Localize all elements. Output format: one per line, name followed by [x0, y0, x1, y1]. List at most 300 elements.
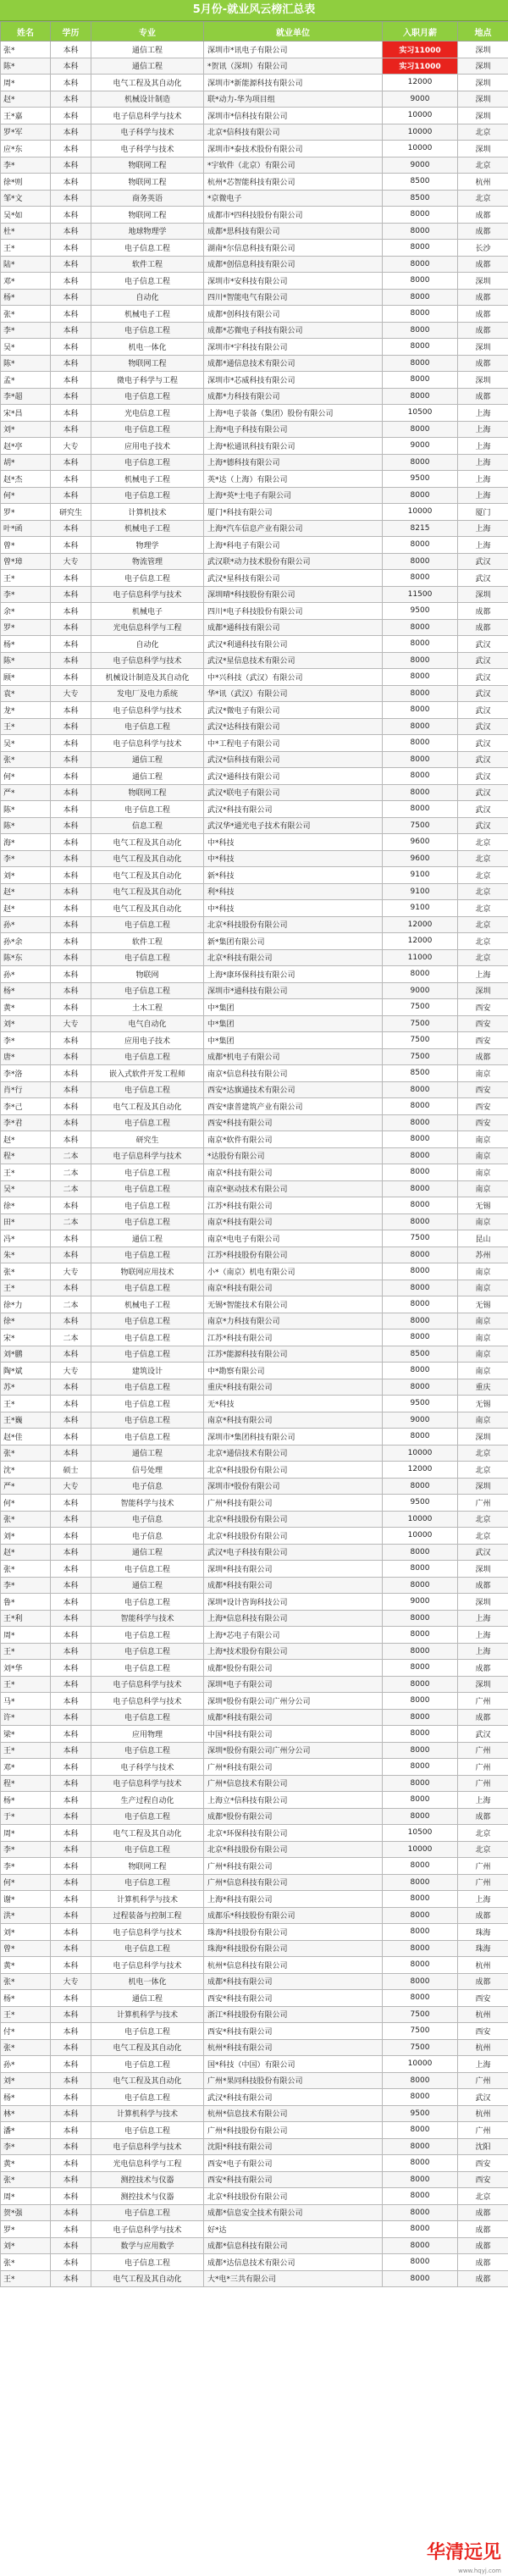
cell-education[interactable]: 本科 — [51, 322, 91, 339]
table-row[interactable] — [1, 75, 508, 91]
cell-education[interactable]: 本科 — [51, 1792, 91, 1809]
cell-name[interactable]: 李*洛 — [1, 1065, 51, 1082]
cell-city[interactable]: 上海 — [458, 421, 508, 438]
cell-name[interactable]: 徐* — [1, 1313, 51, 1329]
table-row[interactable] — [1, 1495, 508, 1512]
cell-education[interactable]: 本科 — [51, 273, 91, 290]
cell-name[interactable]: 何* — [1, 1874, 51, 1891]
cell-name[interactable]: 刘* — [1, 1924, 51, 1941]
cell-name[interactable]: 吴* — [1, 339, 51, 356]
cell-company[interactable]: 无*科技 — [204, 1396, 383, 1412]
cell-company[interactable]: 深圳市*安科技有限公司 — [204, 273, 383, 290]
cell-salary[interactable]: 7500 — [383, 817, 458, 834]
cell-education[interactable]: 本科 — [51, 537, 91, 554]
table-row[interactable] — [1, 273, 508, 290]
cell-city[interactable]: 杭州 — [458, 2039, 508, 2056]
cell-city[interactable]: 西安 — [458, 1015, 508, 1032]
cell-name[interactable]: 鲁* — [1, 1594, 51, 1611]
cell-company[interactable]: 成都*信息安全技术有限公司 — [204, 2204, 383, 2221]
cell-name[interactable]: 张* — [1, 306, 51, 323]
cell-education[interactable]: 本科 — [51, 372, 91, 389]
cell-salary[interactable]: 8000 — [383, 1544, 458, 1561]
cell-city[interactable]: 成都 — [458, 289, 508, 306]
cell-major[interactable]: 电子信息工程 — [91, 1164, 204, 1181]
cell-education[interactable]: 本科 — [51, 949, 91, 966]
cell-major[interactable]: 电子信息工程 — [91, 982, 204, 999]
cell-salary[interactable]: 8000 — [383, 2221, 458, 2238]
cell-salary[interactable]: 8000 — [383, 801, 458, 818]
cell-company[interactable]: 四川*智能电气有限公司 — [204, 289, 383, 306]
cell-city[interactable]: 武汉 — [458, 2089, 508, 2106]
cell-city[interactable]: 成都 — [458, 223, 508, 240]
table-row[interactable] — [1, 157, 508, 174]
cell-education[interactable]: 本科 — [51, 1627, 91, 1644]
cell-salary[interactable]: 8500 — [383, 190, 458, 207]
table-row[interactable] — [1, 1940, 508, 1957]
cell-company[interactable]: 上海*英*士电子有限公司 — [204, 487, 383, 504]
table-row[interactable] — [1, 1594, 508, 1611]
cell-name[interactable]: 刘*华 — [1, 1660, 51, 1677]
cell-education[interactable]: 本科 — [51, 75, 91, 91]
cell-name[interactable]: 赵* — [1, 91, 51, 108]
cell-city[interactable]: 武汉 — [458, 1726, 508, 1743]
cell-name[interactable]: 李* — [1, 1032, 51, 1049]
cell-major[interactable]: 电子信息科学与技术 — [91, 652, 204, 669]
cell-major[interactable]: 电子信息工程 — [91, 1808, 204, 1825]
cell-city[interactable]: 深圳 — [458, 982, 508, 999]
cell-city[interactable]: 成都 — [458, 355, 508, 372]
cell-city[interactable]: 北京 — [458, 1445, 508, 1462]
cell-salary[interactable]: 8000 — [383, 1180, 458, 1197]
cell-major[interactable]: 计算机科学与技术 — [91, 1891, 204, 1908]
cell-major[interactable]: 自动化 — [91, 289, 204, 306]
cell-name[interactable]: 严* — [1, 784, 51, 801]
cell-name[interactable]: 赵* — [1, 1544, 51, 1561]
cell-salary[interactable]: 实习11000 — [383, 41, 458, 58]
cell-city[interactable]: 南京 — [458, 1280, 508, 1296]
cell-company[interactable]: 武汉*利通科技有限公司 — [204, 636, 383, 653]
cell-major[interactable]: 机械电子 — [91, 603, 204, 620]
cell-education[interactable]: 本科 — [51, 751, 91, 768]
cell-education[interactable]: 本科 — [51, 108, 91, 124]
cell-salary[interactable]: 8000 — [383, 1164, 458, 1181]
cell-education[interactable]: 本科 — [51, 240, 91, 257]
cell-company[interactable]: 中*兴科技（武汉）有限公司 — [204, 669, 383, 686]
cell-education[interactable]: 二本 — [51, 1164, 91, 1181]
cell-major[interactable]: 电气工程及其自动化 — [91, 1098, 204, 1115]
cell-education[interactable]: 本科 — [51, 174, 91, 191]
cell-salary[interactable]: 8000 — [383, 619, 458, 636]
cell-company[interactable]: *宇软件（北京）有限公司 — [204, 157, 383, 174]
cell-education[interactable]: 本科 — [51, 1808, 91, 1825]
cell-salary[interactable]: 8000 — [383, 553, 458, 570]
cell-name[interactable]: 李*超 — [1, 388, 51, 405]
cell-education[interactable]: 本科 — [51, 2171, 91, 2188]
cell-salary[interactable]: 8000 — [383, 1726, 458, 1743]
cell-salary[interactable]: 8000 — [383, 487, 458, 504]
cell-city[interactable]: 深圳 — [458, 41, 508, 58]
table-row[interactable] — [1, 1147, 508, 1164]
cell-education[interactable]: 本科 — [51, 1891, 91, 1908]
table-row[interactable] — [1, 487, 508, 504]
cell-name[interactable]: 张* — [1, 1263, 51, 1280]
cell-education[interactable]: 本科 — [51, 652, 91, 669]
cell-city[interactable]: 杭州 — [458, 174, 508, 191]
cell-company[interactable]: 新*集团有限公司 — [204, 933, 383, 950]
table-row[interactable] — [1, 1660, 508, 1677]
cell-education[interactable]: 本科 — [51, 2122, 91, 2139]
table-row[interactable] — [1, 1643, 508, 1660]
cell-education[interactable]: 本科 — [51, 141, 91, 158]
table-row[interactable] — [1, 1577, 508, 1594]
table-row[interactable] — [1, 553, 508, 570]
cell-major[interactable]: 嵌入式软件开发工程师 — [91, 1065, 204, 1082]
cell-company[interactable]: 成都*通信息技术有限公司 — [204, 355, 383, 372]
cell-company[interactable]: 南京*软件有限公司 — [204, 1131, 383, 1148]
cell-company[interactable]: 广州*科技有限公司 — [204, 1495, 383, 1512]
cell-city[interactable]: 苏州 — [458, 1247, 508, 1263]
cell-company[interactable]: 武汉联*动力技术股份有限公司 — [204, 553, 383, 570]
cell-company[interactable]: 厦门*科技有限公司 — [204, 504, 383, 521]
cell-city[interactable]: 北京 — [458, 883, 508, 900]
cell-company[interactable]: 深圳*股份有限公司广州分公司 — [204, 1693, 383, 1710]
cell-name[interactable]: 李* — [1, 1841, 51, 1858]
cell-company[interactable]: 成都*创科技有限公司 — [204, 306, 383, 323]
cell-company[interactable]: 江苏*能源科技有限公司 — [204, 1346, 383, 1363]
cell-company[interactable]: 上海*科电子有限公司 — [204, 537, 383, 554]
cell-city[interactable]: 武汉 — [458, 817, 508, 834]
cell-salary[interactable]: 8000 — [383, 966, 458, 983]
cell-salary[interactable]: 8000 — [383, 1940, 458, 1957]
cell-city[interactable]: 深圳 — [458, 586, 508, 603]
cell-name[interactable]: 肖*行 — [1, 1081, 51, 1098]
cell-major[interactable]: 电子信息工程 — [91, 1081, 204, 1098]
cell-salary[interactable]: 8000 — [383, 1957, 458, 1974]
cell-company[interactable]: 南京*力科技有限公司 — [204, 1313, 383, 1329]
cell-education[interactable]: 本科 — [51, 2089, 91, 2106]
cell-name[interactable]: 黄* — [1, 2155, 51, 2172]
table-row[interactable] — [1, 1990, 508, 2007]
cell-major[interactable]: 自动化 — [91, 636, 204, 653]
cell-company[interactable]: 广州*信息科技有限公司 — [204, 1874, 383, 1891]
cell-company[interactable]: 南京*科技有限公司 — [204, 1164, 383, 1181]
cell-city[interactable]: 深圳 — [458, 1429, 508, 1446]
cell-name[interactable]: 曾*璋 — [1, 553, 51, 570]
cell-city[interactable]: 上海 — [458, 438, 508, 455]
cell-major[interactable]: 电气工程及其自动化 — [91, 2039, 204, 2056]
cell-company[interactable]: 中*集团 — [204, 1032, 383, 1049]
cell-salary[interactable]: 7500 — [383, 2006, 458, 2023]
table-row[interactable] — [1, 801, 508, 818]
cell-salary[interactable]: 8000 — [383, 1263, 458, 1280]
table-row[interactable] — [1, 1346, 508, 1363]
cell-major[interactable]: 测控技术与仪器 — [91, 2171, 204, 2188]
cell-name[interactable]: 李* — [1, 1577, 51, 1594]
cell-name[interactable]: 徐*则 — [1, 174, 51, 191]
cell-city[interactable]: 深圳 — [458, 1478, 508, 1495]
cell-major[interactable]: 信息工程 — [91, 817, 204, 834]
cell-major[interactable]: 电子信息工程 — [91, 1660, 204, 1677]
table-row[interactable] — [1, 2105, 508, 2122]
cell-education[interactable]: 本科 — [51, 1131, 91, 1148]
cell-company[interactable]: 上海*信息科技有限公司 — [204, 1610, 383, 1627]
cell-city[interactable]: 深圳 — [458, 339, 508, 356]
cell-city[interactable]: 上海 — [458, 1627, 508, 1644]
cell-name[interactable]: 徐* — [1, 1197, 51, 1214]
cell-name[interactable]: 罗* — [1, 2221, 51, 2238]
cell-education[interactable]: 本科 — [51, 1907, 91, 1924]
table-row[interactable] — [1, 586, 508, 603]
cell-city[interactable]: 南京 — [458, 1412, 508, 1429]
cell-salary[interactable]: 8000 — [383, 256, 458, 273]
cell-salary[interactable]: 9000 — [383, 91, 458, 108]
cell-education[interactable]: 本科 — [51, 1065, 91, 1082]
cell-company[interactable]: 成都*创信息科技有限公司 — [204, 256, 383, 273]
table-row[interactable] — [1, 883, 508, 900]
cell-education[interactable]: 本科 — [51, 207, 91, 224]
cell-company[interactable]: 上海立*信科技有限公司 — [204, 1792, 383, 1809]
cell-major[interactable]: 电子信息工程 — [91, 801, 204, 818]
cell-name[interactable]: 杨* — [1, 2089, 51, 2106]
cell-major[interactable]: 物联网工程 — [91, 174, 204, 191]
cell-education[interactable]: 本科 — [51, 157, 91, 174]
table-row[interactable] — [1, 2122, 508, 2139]
cell-company[interactable]: 杭州*科技有限公司 — [204, 2039, 383, 2056]
cell-salary[interactable]: 8000 — [383, 1280, 458, 1296]
cell-company[interactable]: 中*工程电子有限公司 — [204, 735, 383, 752]
cell-education[interactable]: 本科 — [51, 834, 91, 851]
cell-major[interactable]: 电子信息工程 — [91, 1627, 204, 1644]
cell-major[interactable]: 机械电子工程 — [91, 306, 204, 323]
cell-city[interactable]: 南京 — [458, 1131, 508, 1148]
cell-major[interactable]: 电子信息工程 — [91, 1329, 204, 1346]
cell-education[interactable]: 本科 — [51, 933, 91, 950]
cell-major[interactable]: 电子信息 — [91, 1511, 204, 1528]
cell-salary[interactable]: 10000 — [383, 124, 458, 141]
cell-education[interactable]: 本科 — [51, 1874, 91, 1891]
cell-name[interactable]: 赵* — [1, 883, 51, 900]
cell-name[interactable]: 程* — [1, 1147, 51, 1164]
cell-city[interactable]: 武汉 — [458, 570, 508, 587]
cell-education[interactable]: 本科 — [51, 190, 91, 207]
table-row[interactable] — [1, 421, 508, 438]
cell-major[interactable]: 电子信息科学与技术 — [91, 1957, 204, 1974]
cell-name[interactable]: 林* — [1, 2105, 51, 2122]
cell-salary[interactable]: 11000 — [383, 949, 458, 966]
cell-name[interactable]: 何* — [1, 1495, 51, 1512]
table-row[interactable] — [1, 2254, 508, 2271]
cell-city[interactable]: 成都 — [458, 256, 508, 273]
table-row[interactable] — [1, 1065, 508, 1082]
cell-major[interactable]: 电子信息工程 — [91, 1561, 204, 1578]
cell-major[interactable]: 电子信息工程 — [91, 1643, 204, 1660]
cell-city[interactable]: 广州 — [458, 2122, 508, 2139]
cell-name[interactable]: 王* — [1, 1280, 51, 1296]
cell-major[interactable]: 电子信息工程 — [91, 1197, 204, 1214]
table-row[interactable] — [1, 141, 508, 158]
cell-major[interactable]: 电子信息科学与技术 — [91, 2138, 204, 2155]
cell-city[interactable]: 南京 — [458, 1164, 508, 1181]
cell-education[interactable]: 二本 — [51, 1147, 91, 1164]
cell-salary[interactable]: 8000 — [383, 372, 458, 389]
cell-salary[interactable]: 8000 — [383, 1429, 458, 1446]
cell-company[interactable]: 重庆*科技有限公司 — [204, 1379, 383, 1396]
cell-company[interactable]: 杭州*信息技术有限公司 — [204, 2105, 383, 2122]
cell-education[interactable]: 本科 — [51, 1594, 91, 1611]
cell-education[interactable]: 本科 — [51, 1544, 91, 1561]
cell-name[interactable]: 胡* — [1, 454, 51, 471]
cell-major[interactable]: 物联网工程 — [91, 157, 204, 174]
table-row[interactable] — [1, 900, 508, 917]
cell-salary[interactable]: 8000 — [383, 1478, 458, 1495]
cell-major[interactable]: 物联网工程 — [91, 784, 204, 801]
cell-education[interactable]: 本科 — [51, 636, 91, 653]
cell-city[interactable]: 深圳 — [458, 108, 508, 124]
cell-education[interactable]: 本科 — [51, 2270, 91, 2287]
cell-name[interactable]: 刘* — [1, 2072, 51, 2089]
cell-salary[interactable]: 8000 — [383, 735, 458, 752]
cell-major[interactable]: 电子信息工程 — [91, 1213, 204, 1230]
table-row[interactable] — [1, 916, 508, 933]
cell-company[interactable]: 武汉*通科技有限公司 — [204, 768, 383, 785]
cell-major[interactable]: 电子信息工程 — [91, 421, 204, 438]
cell-company[interactable]: 广州*信息技术有限公司 — [204, 1775, 383, 1792]
table-row[interactable] — [1, 834, 508, 851]
table-row[interactable] — [1, 636, 508, 653]
cell-name[interactable]: 张* — [1, 1445, 51, 1462]
cell-education[interactable]: 二本 — [51, 1213, 91, 1230]
table-row[interactable] — [1, 1511, 508, 1528]
cell-major[interactable]: 生产过程自动化 — [91, 1792, 204, 1809]
table-row[interactable] — [1, 1726, 508, 1743]
cell-city[interactable]: 南京 — [458, 1363, 508, 1379]
cell-education[interactable]: 本科 — [51, 619, 91, 636]
table-row[interactable] — [1, 1296, 508, 1313]
cell-major[interactable]: 物联网工程 — [91, 1858, 204, 1875]
cell-major[interactable]: 物联网工程 — [91, 207, 204, 224]
table-row[interactable] — [1, 949, 508, 966]
cell-education[interactable]: 本科 — [51, 603, 91, 620]
cell-city[interactable]: 成都 — [458, 207, 508, 224]
cell-city[interactable]: 成都 — [458, 1048, 508, 1065]
cell-city[interactable]: 北京 — [458, 1825, 508, 1842]
cell-education[interactable]: 大专 — [51, 685, 91, 702]
table-row[interactable] — [1, 174, 508, 191]
cell-major[interactable]: 电子信息工程 — [91, 2204, 204, 2221]
cell-name[interactable]: 刘* — [1, 1015, 51, 1032]
cell-salary[interactable]: 12000 — [383, 933, 458, 950]
cell-name[interactable]: 陈* — [1, 817, 51, 834]
cell-education[interactable]: 本科 — [51, 586, 91, 603]
cell-company[interactable]: 成都*信息科技有限公司 — [204, 2237, 383, 2254]
cell-salary[interactable]: 10000 — [383, 108, 458, 124]
cell-city[interactable]: 广州 — [458, 1742, 508, 1759]
cell-education[interactable]: 本科 — [51, 2155, 91, 2172]
cell-company[interactable]: 深圳*设计咨询科技公司 — [204, 1594, 383, 1611]
cell-company[interactable]: 北京*科技有限公司 — [204, 949, 383, 966]
cell-education[interactable]: 本科 — [51, 1114, 91, 1131]
cell-salary[interactable]: 8000 — [383, 768, 458, 785]
cell-company[interactable]: 成都*力科技有限公司 — [204, 388, 383, 405]
cell-education[interactable]: 本科 — [51, 256, 91, 273]
cell-name[interactable]: 赵* — [1, 900, 51, 917]
cell-name[interactable]: 周* — [1, 1627, 51, 1644]
cell-salary[interactable]: 8000 — [383, 1610, 458, 1627]
cell-city[interactable]: 沈阳 — [458, 2138, 508, 2155]
cell-company[interactable]: 北京*科技股份有限公司 — [204, 916, 383, 933]
table-row[interactable] — [1, 1676, 508, 1693]
cell-major[interactable]: 电子信息工程 — [91, 273, 204, 290]
table-row[interactable] — [1, 520, 508, 537]
cell-salary[interactable]: 8000 — [383, 1676, 458, 1693]
table-row[interactable] — [1, 999, 508, 1016]
cell-salary[interactable]: 8000 — [383, 669, 458, 686]
cell-salary[interactable]: 8000 — [383, 751, 458, 768]
cell-company[interactable]: 武汉华*通光电子技术有限公司 — [204, 817, 383, 834]
cell-name[interactable]: 严* — [1, 1478, 51, 1495]
cell-major[interactable]: 电子信息工程 — [91, 2122, 204, 2139]
cell-salary[interactable]: 8000 — [383, 1742, 458, 1759]
cell-name[interactable]: 冯* — [1, 1230, 51, 1247]
cell-city[interactable]: 成都 — [458, 1577, 508, 1594]
cell-city[interactable]: 深圳 — [458, 58, 508, 75]
table-row[interactable] — [1, 2056, 508, 2073]
cell-name[interactable]: 刘* — [1, 2237, 51, 2254]
cell-salary[interactable]: 8000 — [383, 1131, 458, 1148]
cell-company[interactable]: 深圳市*股份有限公司 — [204, 1478, 383, 1495]
table-row[interactable] — [1, 1627, 508, 1644]
cell-company[interactable]: 成都*科技有限公司 — [204, 1973, 383, 1990]
cell-company[interactable]: 上海*电子科技有限公司 — [204, 421, 383, 438]
cell-major[interactable]: 电子信息工程 — [91, 1247, 204, 1263]
cell-city[interactable]: 广州 — [458, 1759, 508, 1776]
cell-salary[interactable]: 8000 — [383, 1081, 458, 1098]
cell-name[interactable]: 徐*力 — [1, 1296, 51, 1313]
cell-salary[interactable]: 8000 — [383, 339, 458, 356]
cell-city[interactable]: 深圳 — [458, 141, 508, 158]
cell-major[interactable]: 软件工程 — [91, 933, 204, 950]
cell-major[interactable]: 电子信息工程 — [91, 2089, 204, 2106]
cell-major[interactable]: 应用电子技术 — [91, 1032, 204, 1049]
cell-salary[interactable]: 8000 — [383, 702, 458, 719]
cell-major[interactable]: 电子信息科学与技术 — [91, 108, 204, 124]
table-row[interactable] — [1, 1478, 508, 1495]
cell-salary[interactable]: 10000 — [383, 1841, 458, 1858]
cell-salary[interactable]: 8000 — [383, 1577, 458, 1594]
cell-city[interactable]: 无锡 — [458, 1396, 508, 1412]
cell-city[interactable]: 成都 — [458, 2270, 508, 2287]
table-row[interactable] — [1, 41, 508, 58]
cell-major[interactable]: 电子科学与技术 — [91, 124, 204, 141]
table-row[interactable] — [1, 1528, 508, 1545]
cell-city[interactable]: 武汉 — [458, 735, 508, 752]
cell-major[interactable]: 通信工程 — [91, 1230, 204, 1247]
cell-city[interactable]: 武汉 — [458, 784, 508, 801]
cell-education[interactable]: 本科 — [51, 2006, 91, 2023]
cell-city[interactable]: 西安 — [458, 999, 508, 1016]
cell-company[interactable]: 深圳*电子有限公司 — [204, 1676, 383, 1693]
cell-major[interactable]: 电子信息工程 — [91, 322, 204, 339]
table-row[interactable] — [1, 1462, 508, 1479]
cell-major[interactable]: 电气工程及其自动化 — [91, 900, 204, 917]
cell-education[interactable]: 本科 — [51, 306, 91, 323]
cell-major[interactable]: 应用电子技术 — [91, 438, 204, 455]
table-row[interactable] — [1, 1412, 508, 1429]
cell-city[interactable]: 成都 — [458, 2221, 508, 2238]
cell-name[interactable]: 罗* — [1, 504, 51, 521]
table-row[interactable] — [1, 1874, 508, 1891]
cell-city[interactable]: 成都 — [458, 322, 508, 339]
